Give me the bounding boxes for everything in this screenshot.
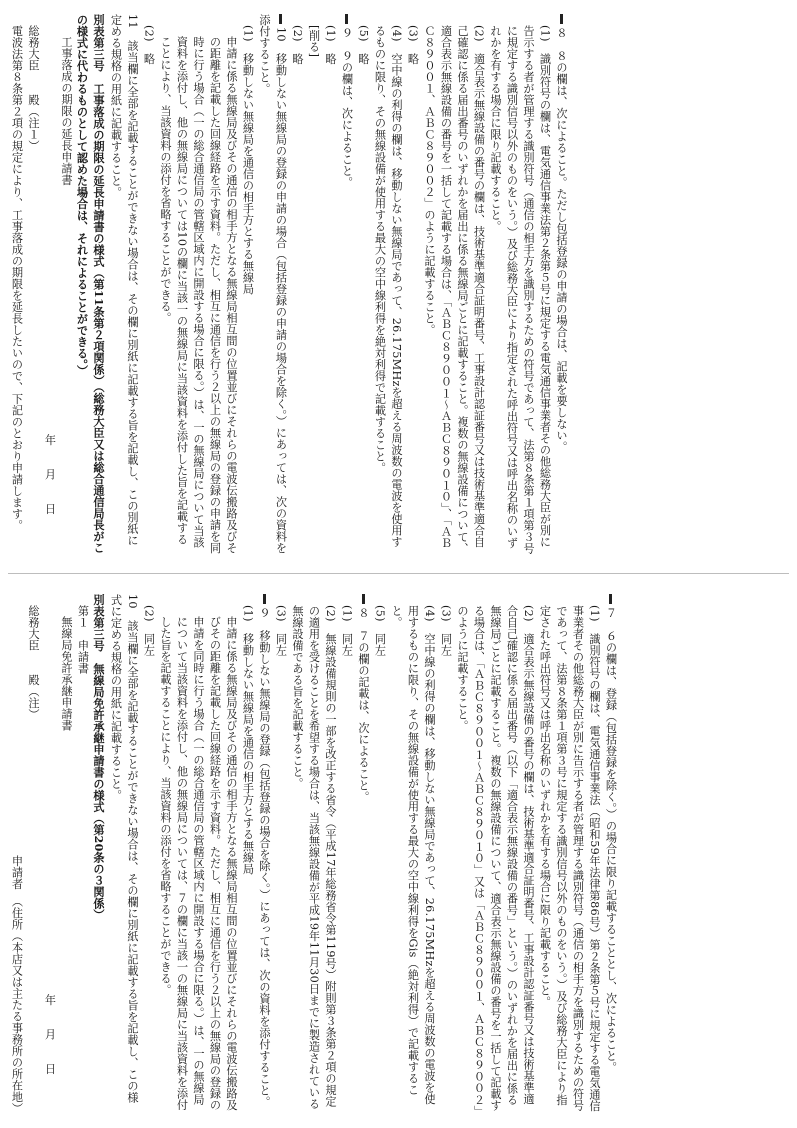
lower-paragraph xyxy=(454,594,537,1114)
upper-text: 工事落成の期限の延長申請書 xyxy=(60,36,73,186)
lower-text: (2) 同左 xyxy=(142,605,156,657)
lower-paragraph xyxy=(371,594,388,1114)
lower-text: 申請に係る無線局及びその通信の相手方となる無線局相互間の位置並びにそれらの電波伝搬路及びその距離を記載した回線経路を示す資料。ただし、相互に通信を行う２以上の無線局の登録の申請を同時に行う場合（一の総合通信局の管轄区域内に開設する場合に限る。）は、一の無線局について当該資料を添付し、他の無線局については、７の欄に当該一の無線局に当該資料を添付した旨を記載することにより、当該資料の添付を省略することができる。 xyxy=(159,616,238,1111)
section-marker-icon xyxy=(560,14,563,24)
upper-text: (2) 適合表示無線設備の番号の欄は、技術基準適合証明番号、工事設計認証番号又は技術基準適合自己確認に係る届出番号のいずれかを届出に係る無線局ごとに記載すること。複数の無線設備について、適合表示無線設備の番号を一括して記載する場合は、「ＡＢＣ８９００１～ＡＢＣ８９０１０」、「ＡＢＣ８９００１、ＡＢＣ８９００２」のように記載すること。 xyxy=(423,25,486,554)
upper-paragraph xyxy=(107,14,140,554)
upper-paragraph xyxy=(256,14,289,554)
lower-paragraph xyxy=(157,594,240,1114)
upper-text: 電波法第８条第２項の規定により、工事落成の期限を延長したいので、下記のとおり申請します。 xyxy=(10,25,24,531)
upper-column xyxy=(8,14,569,554)
upper-paragraph xyxy=(157,14,240,554)
lower-paragraph xyxy=(355,594,372,1114)
lower-text: (2) 無線設備規則の一部を改正する省令（平成17年総務省令第119号）附則第３条第２項の規定の適用を受けることを希望する場合は、当該無線設備が平成19年11月30日までに製造されている無線設備である旨を記載すること。 xyxy=(291,605,337,1110)
upper-paragraph xyxy=(421,14,487,554)
upper-text: (2) 略 xyxy=(291,25,304,65)
lower-paragraph xyxy=(91,594,108,1114)
upper-paragraph xyxy=(74,14,107,554)
upper-paragraph xyxy=(8,14,25,554)
lower-paragraph xyxy=(41,594,58,1114)
upper-paragraph xyxy=(355,14,372,554)
lower-section xyxy=(8,594,789,1114)
lower-text: ７ ６の欄は、登録（包括登録を除く。）の場合に限り記載することとし、次によること。 xyxy=(604,607,618,1073)
lower-paragraph xyxy=(437,594,454,1114)
lower-text: (1) 識別符号の欄は、電気通信事業法（昭和59年法律第86号）第２条第５号に規定する電気通信事業者その他総務大臣が別に告示する者が管理する識別符号（通信の相手方を識別するための符号であって、法第８条第１項第３号に規定する識別信号以外のものをいう。）及び総務大臣により指定された呼出符号又は呼出名称のいずれかを有する場合に限り記載すること。 xyxy=(538,605,601,1112)
lower-paragraph xyxy=(388,594,438,1114)
upper-text: [削る] xyxy=(307,25,321,58)
upper-text: (1) 略 xyxy=(324,25,337,65)
lower-text: (4) 空中線の利得の欄は、移動しない無線局であって、26.175MHzを超える周波数の電波を使用するものに限り、その無線設備が使用する最大の空中線利得をGis（絶対利得）で記載すること。 xyxy=(390,605,436,1105)
upper-section xyxy=(8,14,789,554)
lower-paragraph xyxy=(8,594,25,1114)
upper-paragraph xyxy=(553,14,570,554)
section-marker-icon xyxy=(345,14,348,24)
lower-text: 第１ 申請書 xyxy=(76,605,90,674)
section-marker-icon xyxy=(279,14,282,24)
lower-paragraph xyxy=(289,594,339,1114)
upper-text: (1) 識別符号の欄は、電気通信事業法第２条第５号に規定する電気通信事業者その他総務大臣が別に告示する者が管理する識別符号（通信の相手方を識別するための符号であって、法第８条第１項第３号に規定する識別信号以外のものをいう。）及び総務大臣により指定された呼出符号又は呼出名称のいずれかを有する場合に限り記載すること。 xyxy=(489,25,552,554)
lower-text: (1) 同左 xyxy=(340,605,354,657)
lower-paragraph xyxy=(338,594,355,1114)
upper-paragraph xyxy=(322,14,339,554)
upper-text: (1) 移動しない無線局を通信の相手方とする無線局 xyxy=(241,25,255,295)
lower-column xyxy=(8,594,619,1114)
upper-text: (3) 略 xyxy=(406,25,420,65)
lower-paragraph xyxy=(602,594,619,1114)
upper-paragraph xyxy=(371,14,404,554)
upper-text: (5) 略 xyxy=(357,25,370,65)
lower-paragraph xyxy=(272,594,289,1114)
upper-paragraph xyxy=(404,14,421,554)
upper-paragraph xyxy=(487,14,553,554)
upper-text: ８ ８の欄は、次によること。ただし包括登録の申請の場合は、記載を要しない。 xyxy=(555,27,568,453)
lower-paragraph xyxy=(239,594,256,1114)
lower-text: 別表第三号 無線局免許承継申請書の様式（第20条の３関係） xyxy=(92,594,106,921)
upper-paragraph xyxy=(41,14,58,554)
lower-paragraph xyxy=(74,594,91,1114)
lower-text: 申請者 （住所（本店又は主たる事務所の所在地） xyxy=(10,855,24,1114)
upper-text: (4) 空中線の利得の欄は、移動しない無線局であって、26.175MHzを超える周波数の電波を使用するものに限り、その無線設備が使用する最大の空中線利得を絶対利得で記載すること。 xyxy=(373,25,403,548)
lower-text: (5) 同左 xyxy=(373,605,387,657)
upper-paragraph xyxy=(58,14,75,554)
upper-paragraph xyxy=(140,14,157,554)
section-divider xyxy=(8,573,789,574)
upper-text: ９ ９の欄は、次によること。 xyxy=(340,27,354,188)
upper-paragraph xyxy=(338,14,355,554)
lower-paragraph xyxy=(107,594,140,1114)
lower-text: ８ ７の欄の記載は、次によること。 xyxy=(357,607,370,803)
lower-text: ９ 移動しない無線局の登録（包括登録の場合を除く。）にあっては、次の資料を添付すること。 xyxy=(258,607,271,1108)
section-marker-icon xyxy=(362,594,365,604)
upper-paragraph xyxy=(25,14,42,554)
lower-text: 10 該当欄に全部を記載することができない場合は、その欄に別紙に記載する旨を記載し、この様式に定める規格の用紙に記載すること。 xyxy=(109,594,139,1104)
lower-text: 無線局免許承継申請書 xyxy=(60,616,73,731)
lower-paragraph xyxy=(536,594,602,1114)
lower-text: 年 月 日 xyxy=(43,993,57,1074)
lower-paragraph xyxy=(140,594,157,1114)
upper-text: 総務大臣 殿（注１） xyxy=(27,25,40,152)
lower-text: (3) 同左 xyxy=(274,605,288,657)
lower-paragraph xyxy=(256,594,273,1114)
upper-text: 10 移動しない無線局の登録の申請の場合（包括登録の申請の場合を除く。）にあっては、次の資料を添付すること。 xyxy=(258,14,288,554)
lower-text: (2) 適合表示無線設備の番号の欄は、技術基準適合証明番号、工事設計認証番号又は技術基準適合自己確認に係る届出番号（以下「適合表示無線設備の番号」という。）のいずれかを届出に係る無線局ごとに記載すること。複数の無線設備について、適合表示無線設備の番号を一括して記載する場合は、「ＡＢＣ８９００１～ＡＢＣ８９０１０」又は「ＡＢＣ８９００１、ＡＢＣ８９００２」のように記載すること。 xyxy=(456,605,535,1112)
lower-text: 総務大臣 殿（注） xyxy=(27,605,40,720)
upper-paragraph xyxy=(239,14,256,554)
lower-paragraph xyxy=(58,594,75,1114)
upper-text: 申請に係る無線局及びその通信の相手方となる無線局相互間の位置並びにそれらの電波伝搬路及びその距離を記載した回線経路を示す資料。ただし、相互に通信を行う２以上の無線局の登録の申請を同時に行う場合（一の総合通信局の管轄区域内に開設する場合に限る。）は、一の無線局について当該資料を添付し、他の無線局については10の欄に当該一の無線局に当該資料を添付した旨を記載することにより、当該資料の添付を省略することができる。 xyxy=(159,36,238,554)
lower-paragraph xyxy=(25,594,42,1114)
upper-paragraph xyxy=(305,14,322,554)
upper-text: 別表第三号 工事落成の期限の延長申請書の様式（第11条第２項関係）（総務大臣又は総合通信局長がこの様式に代わるものとして認めた場合は、それによることができる。） xyxy=(75,14,106,554)
upper-text: 年 月 日 xyxy=(43,433,57,514)
lower-text: (3) 同左 xyxy=(439,605,453,657)
upper-text: (2) 略 xyxy=(142,25,156,65)
upper-paragraph xyxy=(289,14,306,554)
upper-text: 11 該当欄に全部を記載することができない場合は、その欄に別紙に記載する旨を記載し、この別紙に定める規格の用紙に記載すること。 xyxy=(109,14,139,547)
section-marker-icon xyxy=(263,594,266,604)
section-marker-icon xyxy=(609,594,612,604)
lower-text: (1) 移動しない無線局を通信の相手方とする無線局 xyxy=(241,605,255,875)
